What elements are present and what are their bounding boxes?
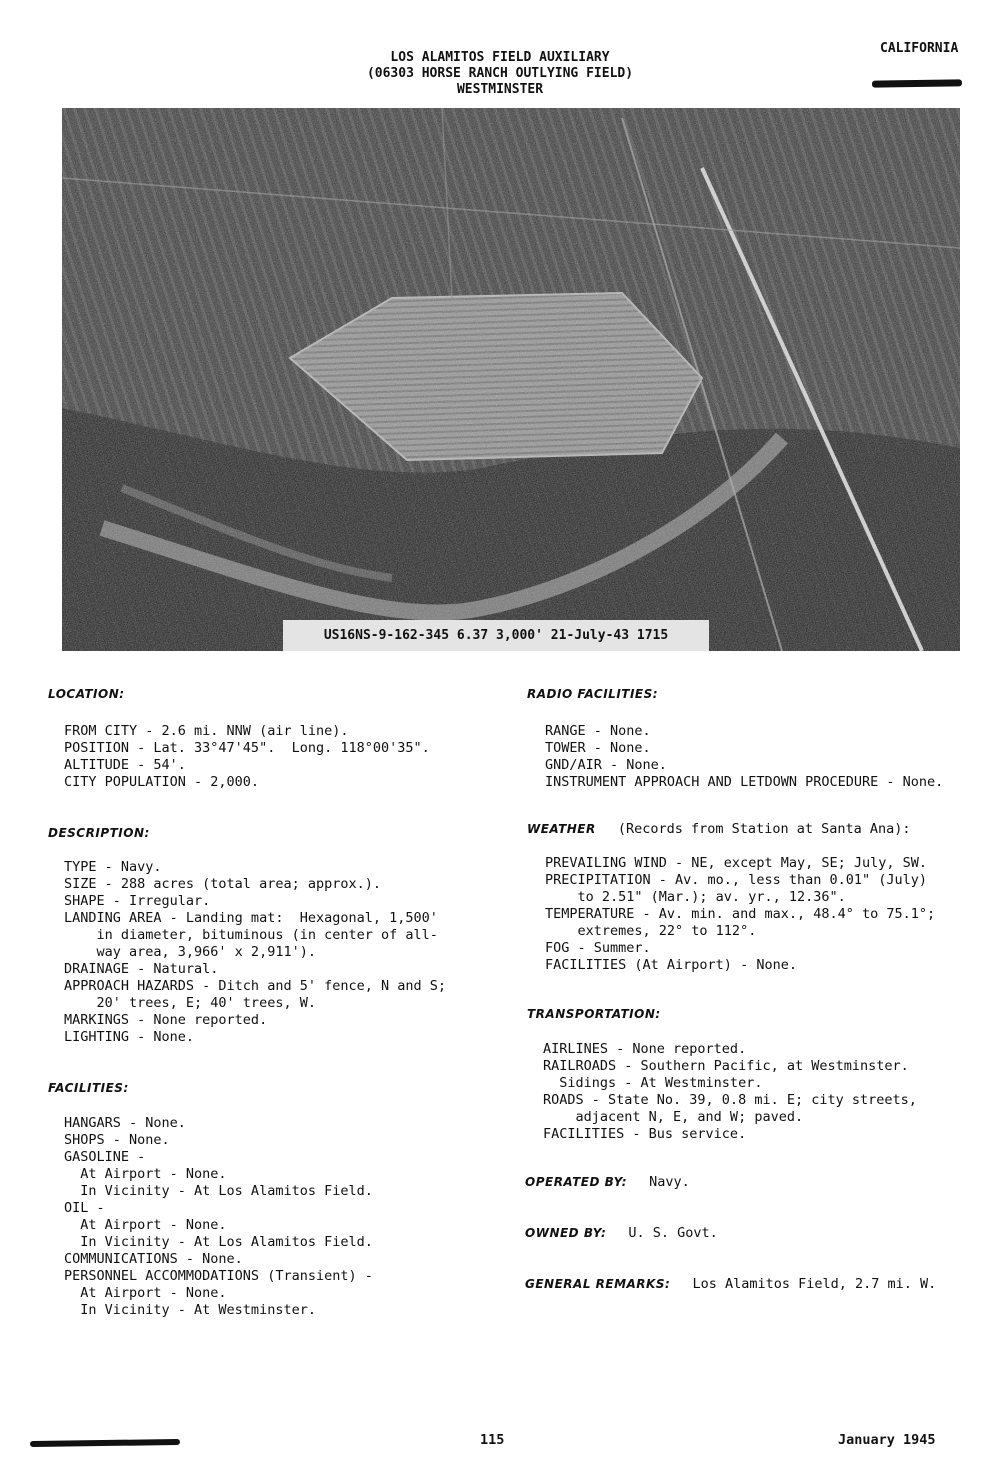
weather-line: PREVAILING WIND - NE, except May, SE; July, SW. (545, 855, 928, 871)
weather-line: extremes, 22° to 112°. (545, 923, 757, 939)
operated-by-label: OPERATED BY: (525, 1175, 628, 1189)
location-heading: LOCATION: (48, 687, 125, 701)
facilities-line: PERSONNEL ACCOMMODATIONS (Transient) - (64, 1268, 373, 1284)
redaction-mark-bottom (30, 1439, 180, 1447)
description-list (64, 859, 446, 1046)
owned-by-label: OWNED BY: (525, 1226, 607, 1240)
redaction-mark-top (872, 79, 962, 87)
weather-heading: WEATHER (527, 822, 596, 836)
location-line: ALTITUDE - 54'. (64, 757, 186, 773)
radio-line: TOWER - None. (545, 740, 651, 756)
title-line-1: LOS ALAMITOS FIELD AUXILIARY (390, 50, 610, 65)
transportation-heading: TRANSPORTATION: (527, 1007, 661, 1021)
facilities-line: At Airport - None. (64, 1166, 227, 1182)
radio-list (545, 723, 943, 791)
radio-heading: RADIO FACILITIES: (527, 687, 659, 701)
transportation-list (543, 1041, 917, 1143)
radio-line: GND/AIR - None. (545, 757, 667, 773)
transportation-line: AIRLINES - None reported. (543, 1041, 747, 1057)
facilities-line: At Airport - None. (64, 1217, 227, 1233)
aerial-photo (62, 108, 960, 651)
description-line: LANDING AREA - Landing mat: Hexagonal, 1,500' (64, 910, 438, 926)
publication-date: January 1945 (838, 1432, 936, 1448)
weather-line: PRECIPITATION - Av. mo., less than 0.01" (July) (545, 872, 928, 888)
weather-heading-row (527, 821, 911, 838)
description-line: 20' trees, E; 40' trees, W. (64, 995, 316, 1011)
transportation-line: adjacent N, E, and W; paved. (543, 1109, 804, 1125)
weather-line: FACILITIES (At Airport) - None. (545, 957, 797, 973)
weather-line: TEMPERATURE - Av. min. and max., 48.4° to 75.1°; (545, 906, 936, 922)
facilities-line: OIL - (64, 1200, 105, 1216)
aerial-photo-graphic (62, 108, 960, 651)
facilities-line: At Airport - None. (64, 1285, 227, 1301)
facilities-heading: FACILITIES: (48, 1081, 129, 1095)
facilities-line: In Vicinity - At Los Alamitos Field. (64, 1234, 373, 1250)
weather-list (545, 855, 935, 974)
title-line-3: WESTMINSTER (456, 82, 544, 97)
title-line-2: (06303 HORSE RANCH OUTLYING FIELD) (366, 66, 634, 81)
facilities-line: In Vicinity - At Los Alamitos Field. (64, 1183, 373, 1199)
description-line: SIZE - 288 acres (total area; approx.). (64, 876, 381, 892)
location-line: FROM CITY - 2.6 mi. NNW (air line). (64, 723, 349, 739)
location-list (64, 723, 430, 791)
owned-by-row (525, 1225, 718, 1242)
description-line: MARKINGS - None reported. (64, 1012, 268, 1028)
transportation-line: RAILROADS - Southern Pacific, at Westminster. (543, 1058, 909, 1074)
radio-line: RANGE - None. (545, 723, 651, 739)
state-label: CALIFORNIA (880, 41, 959, 56)
radio-line: INSTRUMENT APPROACH AND LETDOWN PROCEDURE - None. (545, 774, 944, 790)
photo-caption: US16NS-9-162-345 6.37 3,000' 21-July-43 1715 (283, 620, 709, 651)
facilities-line: COMMUNICATIONS - None. (64, 1251, 243, 1267)
transportation-line: Sidings - At Westminster. (543, 1075, 763, 1091)
description-line: way area, 3,966' x 2,911'). (64, 944, 316, 960)
location-line: CITY POPULATION - 2,000. (64, 774, 260, 790)
location-line: POSITION - Lat. 33°47'45". Long. 118°00'35". (64, 740, 430, 756)
transportation-line: ROADS - State No. 39, 0.8 mi. E; city streets, (543, 1092, 917, 1108)
facilities-line: HANGARS - None. (64, 1115, 186, 1131)
description-heading: DESCRIPTION: (48, 826, 150, 840)
page-title (0, 50, 1000, 98)
owned-by-value: U. S. Govt. (628, 1225, 718, 1241)
description-line: APPROACH HAZARDS - Ditch and 5' fence, N and S; (64, 978, 447, 994)
operated-by-value: Navy. (649, 1174, 690, 1190)
weather-subheading: (Records from Station at Santa Ana): (617, 821, 911, 837)
general-remarks-value: Los Alamitos Field, 2.7 mi. W. (692, 1276, 937, 1292)
transportation-line: FACILITIES - Bus service. (543, 1126, 747, 1142)
general-remarks-label: GENERAL REMARKS: (525, 1277, 671, 1291)
weather-line: FOG - Summer. (545, 940, 651, 956)
general-remarks-row (525, 1276, 936, 1293)
facilities-line: In Vicinity - At Westminster. (64, 1302, 316, 1318)
description-line: LIGHTING - None. (64, 1029, 195, 1045)
description-line: DRAINAGE - Natural. (64, 961, 219, 977)
description-line: in diameter, bituminous (in center of all- (64, 927, 438, 943)
facilities-list (64, 1115, 373, 1319)
description-line: TYPE - Navy. (64, 859, 162, 875)
operated-by-row (525, 1174, 690, 1191)
facilities-line: SHOPS - None. (64, 1132, 170, 1148)
facilities-line: GASOLINE - (64, 1149, 146, 1165)
description-line: SHAPE - Irregular. (64, 893, 211, 909)
weather-line: to 2.51" (Mar.); av. yr., 12.36". (545, 889, 846, 905)
page-number: 115 (480, 1432, 505, 1448)
